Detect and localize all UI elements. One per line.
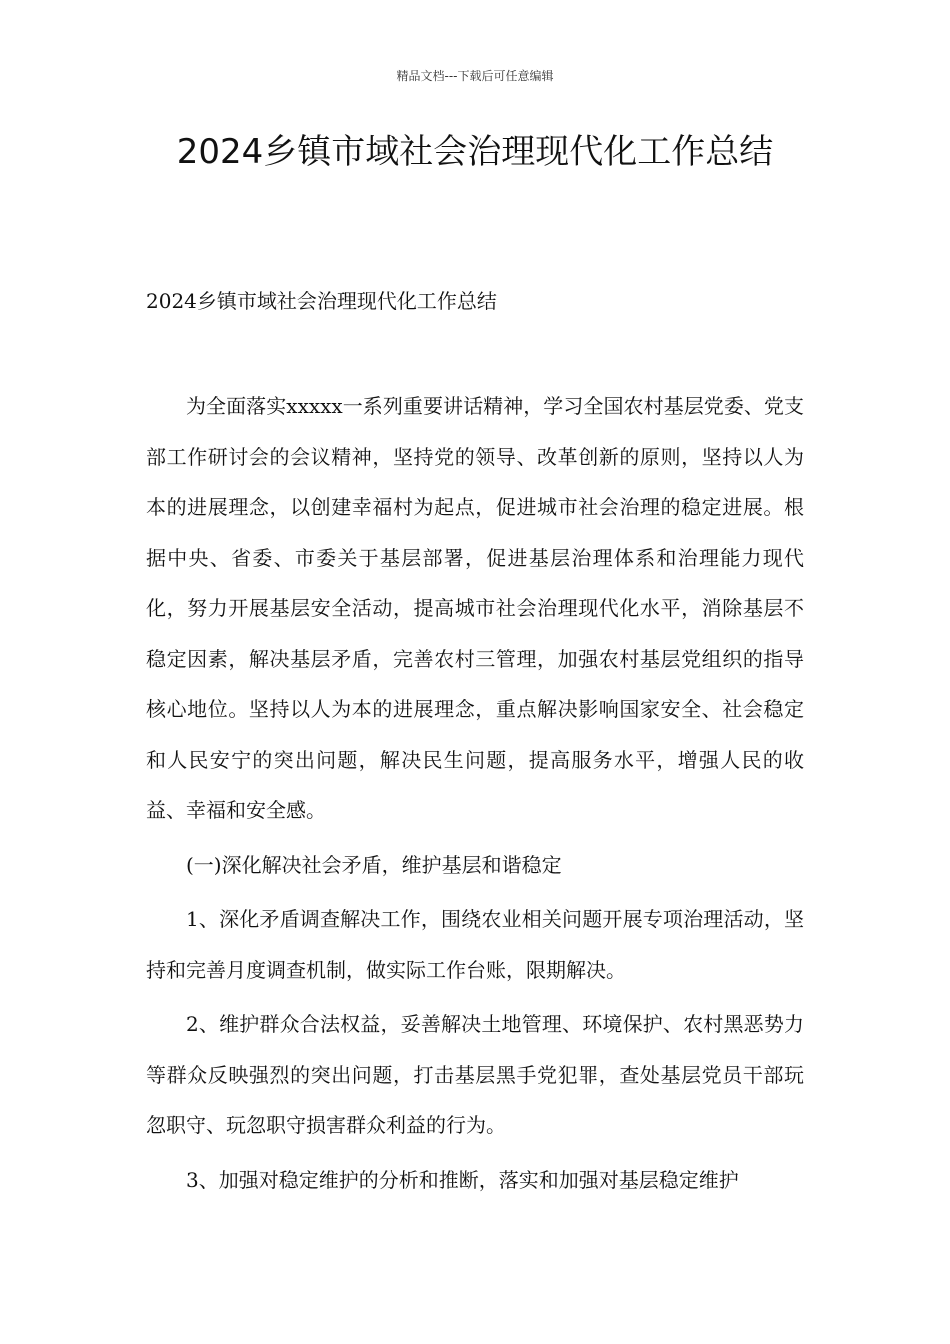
paragraph-item-1: 1、深化矛盾调查解决工作，围绕农业相关问题开展专项治理活动，坚持和完善月度调查机制，做实际工作台账，限期解决。 bbox=[146, 907, 804, 982]
section-heading-1: (一)深化解决社会矛盾，维护基层和谐稳定 bbox=[186, 852, 562, 877]
document-subtitle: 2024乡镇市域社会治理现代化工作总结 bbox=[146, 289, 497, 313]
paragraph-intro: 为全面落实xxxxx一系列重要讲话精神，学习全国农村基层党委、党支部工作研讨会的会议精神，坚持党的领导、改革创新的原则，坚持以人为本的进展理念，以创建幸福村为起点，促进城市社会治理的稳定进展。根据中央、省委、市委关于基层部署，促进基层治理体系和治理能力现代化，努力开展基层安全活动，提高城市社会治理现代化水平，消除基层不稳定因素，解决基层矛盾，完善农村三管理，加强农村基层党组织的指导核心地位。坚持以人为本的进展理念，重点解决影响国家安全、社会稳定和人民安宁的突出问题，解决民生问题，提高服务水平，增强人民的收益、幸福和安全感。 bbox=[146, 394, 804, 822]
paragraph-item-3: 3、加强对稳定维护的分析和推断，落实和加强对基层稳定维护 bbox=[186, 1167, 739, 1192]
paragraph-item-2: 2、维护群众合法权益，妥善解决土地管理、环境保护、农村黑恶势力等群众反映强烈的突出问题，打击基层黑手党犯罪，查处基层党员干部玩忽职守、玩忽职守损害群众利益的行为。 bbox=[146, 1012, 804, 1137]
document-title: 2024乡镇市域社会治理现代化工作总结 bbox=[176, 132, 774, 172]
page-header-watermark: 精品文档---下载后可任意编辑 bbox=[396, 69, 554, 83]
document-body bbox=[146, 381, 804, 1209]
